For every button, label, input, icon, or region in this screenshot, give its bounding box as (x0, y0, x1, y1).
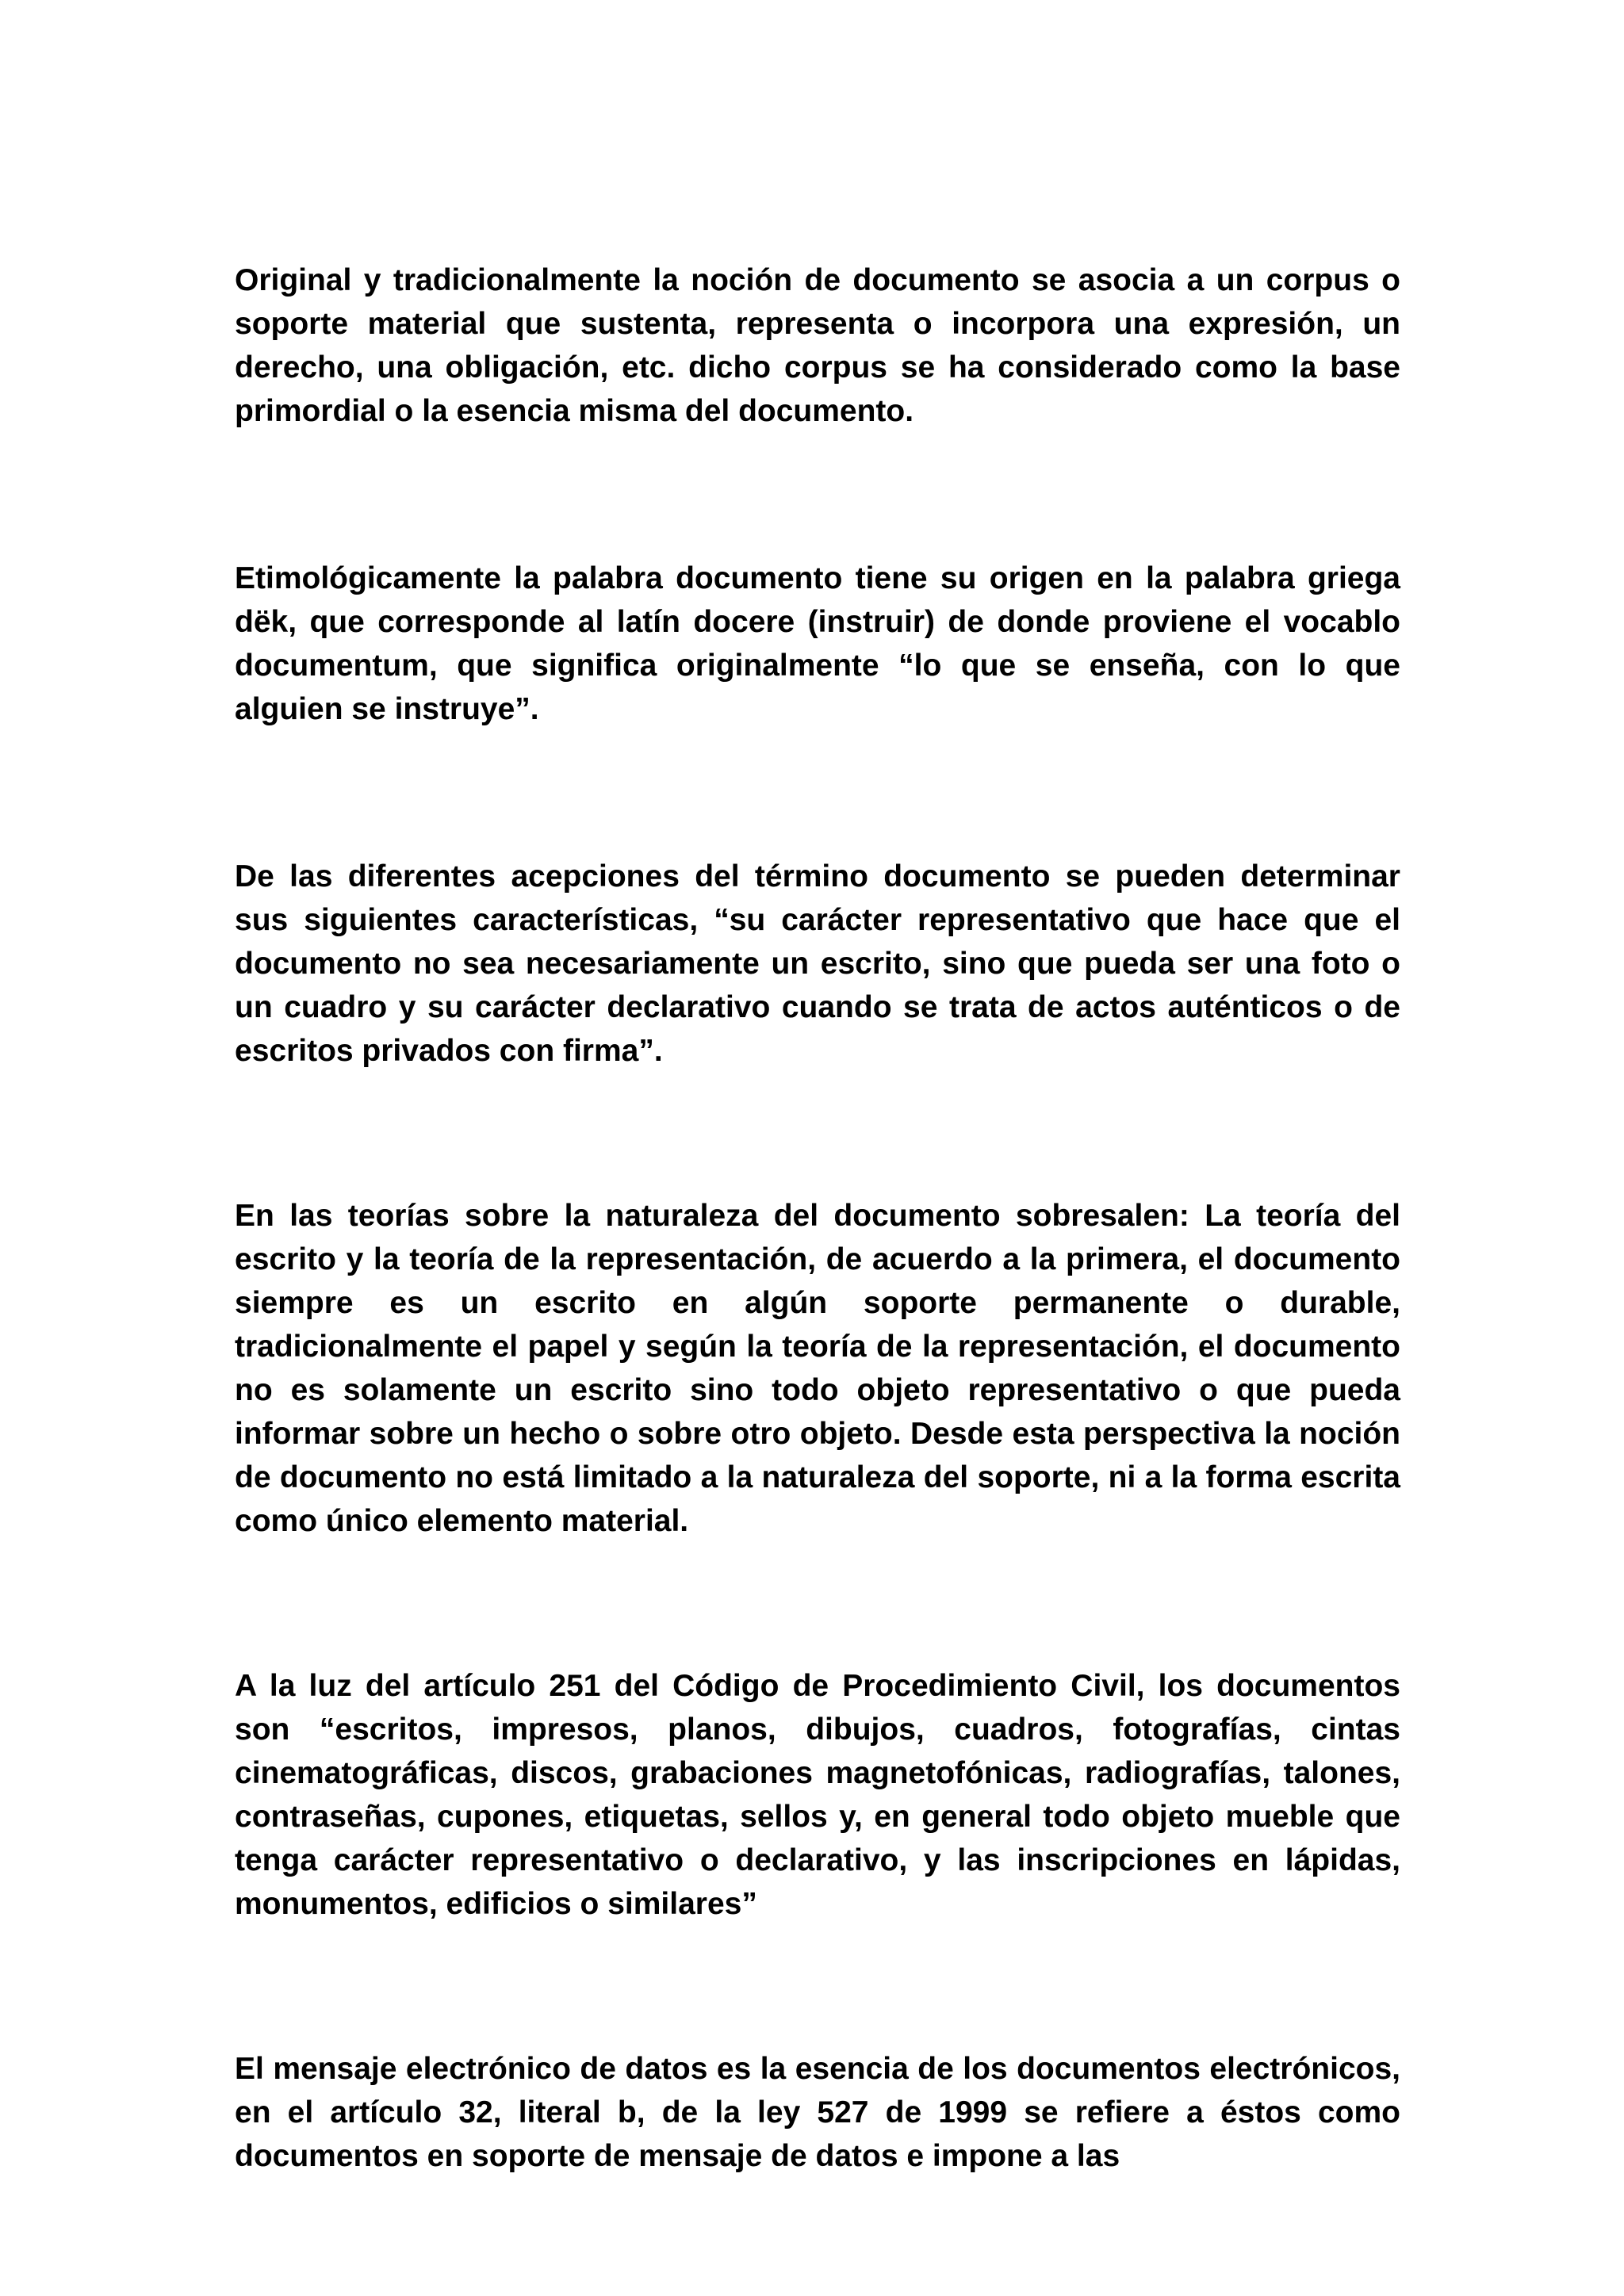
document-body (235, 258, 1400, 2178)
paragraph-characteristics: De las diferentes acepciones del término documento se pueden determinar sus siguientes características, “su carácter representativo que hace que el documento no sea necesariamente un escrito, sino que pueda ser una foto o un cuadro y su carácter declarativo cuando se trata de actos auténticos o de escritos privados con firma”. (235, 859, 1400, 1068)
paragraph-theories: En las teorías sobre la naturaleza del documento sobresalen: La teoría del escrito y la teoría de la representación, de acuerdo a la primera, el documento siempre es un escrito en algún soporte permanente o durable, tradicionalmente el papel y según la teoría de la representación, el documento no es solamente un escrito sino todo objeto representativo o que pueda informar sobre un hecho o sobre otro objeto. Desde esta perspectiva la noción de documento no está limitado a la naturaleza del soporte, ni a la forma escrita como único elemento material. (235, 1199, 1400, 1538)
paragraph-electronic-message: El mensaje electrónico de datos es la esencia de los documentos electrónicos, en el artículo 32, literal b, de la ley 527 de 1999 se refiere a éstos como documentos en soporte de mensaje de datos e impone a las (235, 2052, 1400, 2173)
paragraph-origin-notion: Original y tradicionalmente la noción de documento se asocia a un corpus o soporte material que sustenta, representa o incorpora una expresión, un derecho, una obligación, etc. dicho corpus se ha considerado como la base primordial o la esencia misma del documento. (235, 263, 1400, 428)
paragraph-etymology: Etimológicamente la palabra documento tiene su origen en la palabra griega dëk, que corresponde al latín docere (instruir) de donde proviene el vocablo documentum, que significa originalmente “lo que se enseña, con lo que alguien se instruye”. (235, 561, 1400, 726)
paragraph-article-251: A la luz del artículo 251 del Código de Procedimiento Civil, los documentos son “escritos, impresos, planos, dibujos, cuadros, fotografías, cintas cinematográficas, discos, grabaciones magnetofónicas, radiografías, talones, contraseñas, cupones, etiquetas, sellos y, en general todo objeto mueble que tenga carácter representativo o declarativo, y las inscripciones en lápidas, monumentos, edificios o similares” (235, 1669, 1400, 1921)
